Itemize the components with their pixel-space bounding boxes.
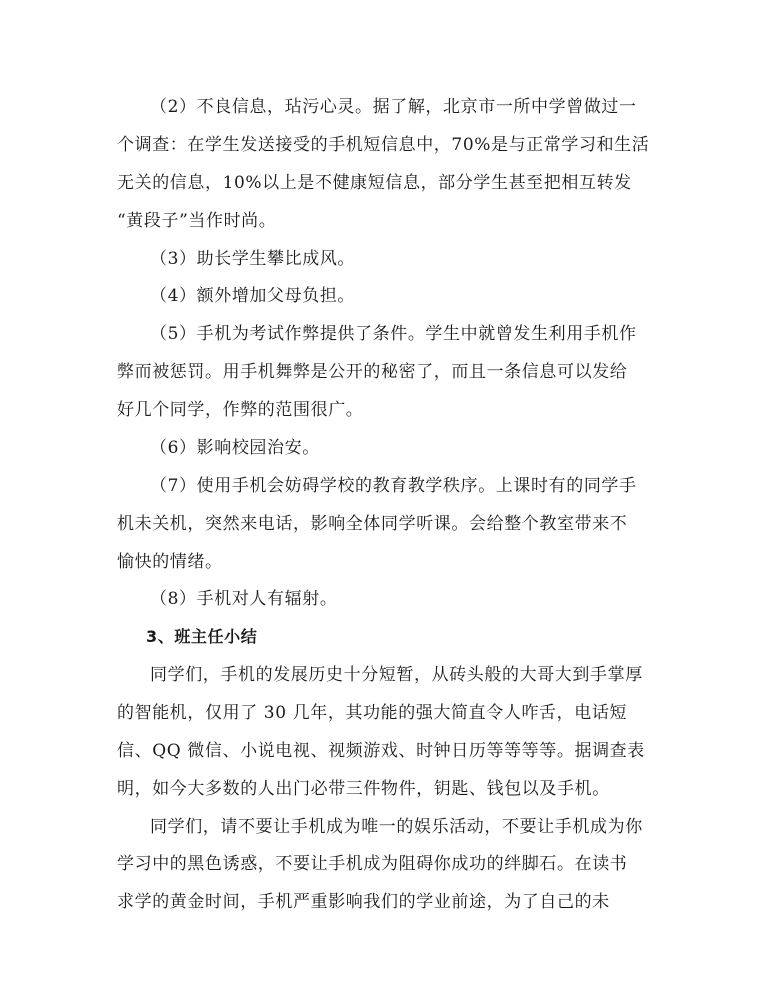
paragraph-line: 弊而被惩罚。用手机舞弊是公开的秘密了，而且一条信息可以发给	[117, 362, 628, 382]
paragraph-line: （6）影响校园治安。	[150, 438, 320, 458]
paragraph-line: 学习中的黑色诱惑，不要让手机成为阻碍你成功的绊脚石。在读书	[117, 854, 628, 874]
paragraph-line: 同学们，请不要让手机成为唯一的娱乐活动，不要让手机成为你	[150, 817, 643, 837]
paragraph-line: 信、QQ 微信、小说电视、视频游戏、时钟日历等等等等。据调查表	[117, 741, 645, 761]
paragraph-line: （8）手机对人有辐射。	[150, 589, 338, 609]
paragraph-line: 无关的信息，10%以上是不健康短信息，部分学生甚至把相互转发	[117, 173, 632, 193]
paragraph-line: 好几个同学，作弊的范围很广。	[117, 400, 364, 420]
paragraph-line: 个调查：在学生发送接受的手机短信息中，70%是与正常学习和生活	[117, 135, 650, 155]
paragraph-line: （2）不良信息，玷污心灵。据了解，北京市一所中学曾做过一	[150, 97, 637, 117]
paragraph-line: （7）使用手机会妨碍学校的教育教学秩序。上课时有的同学手	[150, 476, 637, 496]
paragraph-line: 的智能机，仅用了 30 几年，其功能的强大简直令人咋舌，电话短	[117, 703, 628, 723]
paragraph-line: 同学们，手机的发展历史十分短暂，从砖头般的大哥大到手掌厚	[150, 665, 643, 685]
paragraph-line: “黄段子”当作时尚。	[117, 211, 277, 231]
paragraph-line: 明，如今大多数的人出门必带三件物件，钥匙、钱包以及手机。	[117, 779, 610, 799]
paragraph-line: （5）手机为考试作弊提供了条件。学生中就曾发生利用手机作	[150, 324, 637, 344]
paragraph-line: 求学的黄金时间，手机严重影响我们的学业前途，为了自己的未	[117, 892, 610, 912]
paragraph-line: 机未关机，突然来电话，影响全体同学听课。会给整个教室带来不	[117, 514, 628, 534]
paragraph-line: 愉快的情绪。	[117, 552, 223, 572]
section-heading: 3、班主任小结	[146, 627, 258, 646]
paragraph-line: （3）助长学生攀比成风。	[150, 249, 356, 269]
paragraph-line: （4）额外增加父母负担。	[150, 286, 356, 306]
